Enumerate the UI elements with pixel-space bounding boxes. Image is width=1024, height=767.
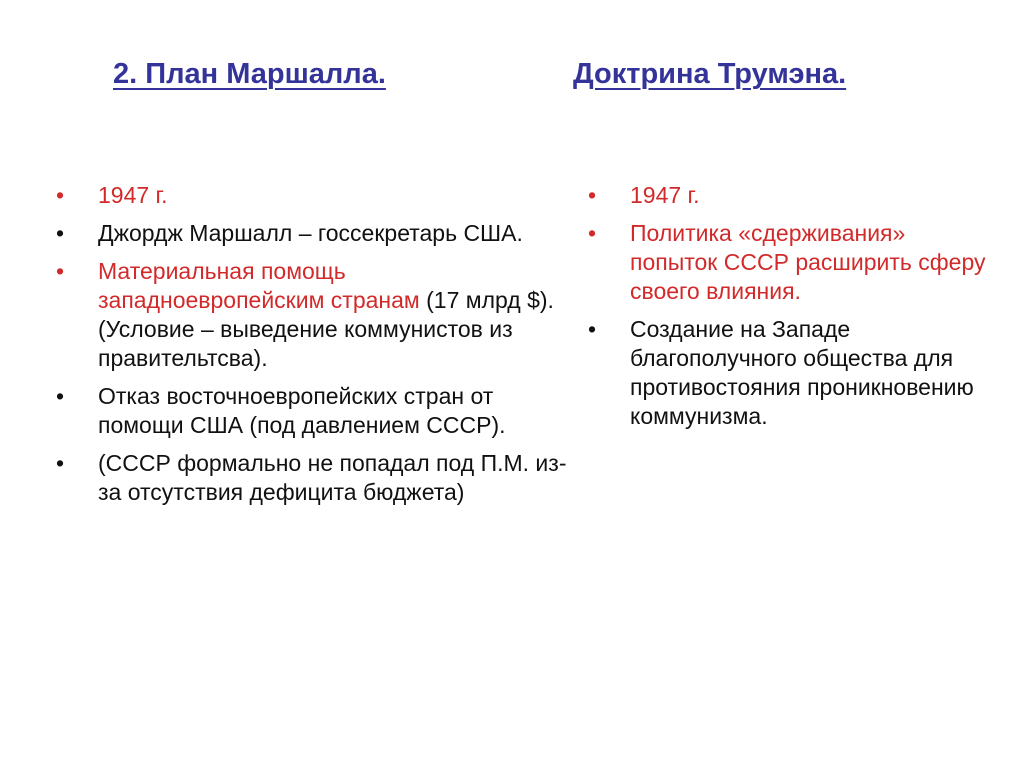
bullet-dot-icon: • (56, 258, 65, 284)
item-text-highlight: Материальная помощь западноевропейским странам (98, 258, 420, 313)
marshall-plan-title: 2. План Маршалла. (113, 58, 386, 90)
bullet-dot-icon: • (588, 316, 597, 342)
truman-doctrine-title: Доктрина Трумэна. (573, 58, 847, 90)
list-item (56, 382, 576, 440)
item-text: (СССР формально не попадал под П.М. из-за отсутствия дефицита бюджета) (98, 450, 567, 505)
bullet-dot-icon: • (56, 450, 65, 476)
bullet-dot-icon: • (56, 220, 65, 246)
list-item (56, 219, 576, 248)
item-text: 1947 г. (98, 182, 168, 208)
item-text: Политика «сдерживания» попыток СССР расширить сферу своего влияния. (630, 220, 986, 304)
list-item (588, 181, 998, 210)
item-text: 1947 г. (630, 182, 700, 208)
item-text: Создание на Западе благополучного общества для противостояния проникновению коммунизма. (630, 316, 974, 429)
item-text: Отказ восточноевропейских стран от помощи США (под давлением СССР). (98, 383, 506, 438)
list-item (56, 257, 576, 373)
truman-doctrine-list (588, 181, 998, 440)
bullet-dot-icon: • (588, 182, 597, 208)
list-item (588, 315, 998, 431)
bullet-dot-icon: • (56, 182, 65, 208)
list-item (56, 449, 576, 507)
bullet-dot-icon: • (588, 220, 597, 246)
bullet-dot-icon: • (56, 383, 65, 409)
item-text: (17 млрд $). (Условие – выведение коммунистов из правительтсва). (98, 287, 554, 371)
list-item (56, 181, 576, 210)
item-text: Джордж Маршалл – госсекретарь США. (98, 220, 523, 246)
marshall-plan-list (56, 181, 576, 516)
list-item (588, 219, 998, 306)
